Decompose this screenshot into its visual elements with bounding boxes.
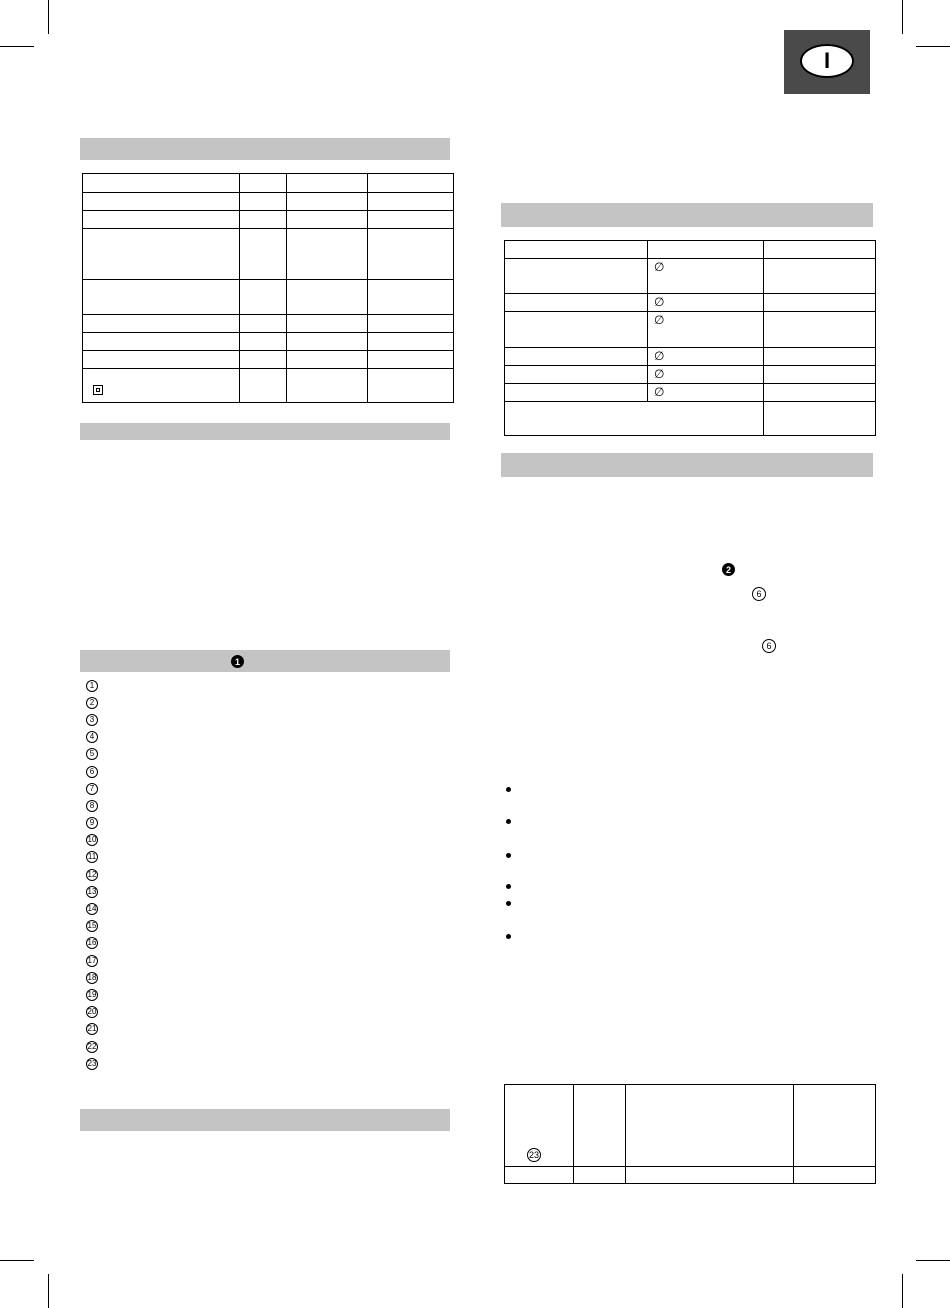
table-row <box>83 369 454 403</box>
list-item <box>86 832 98 849</box>
part-ref-marker: 6 <box>752 587 766 601</box>
table-row <box>83 280 454 315</box>
table-row <box>83 174 454 193</box>
diameter-symbol: ∅ <box>654 295 665 309</box>
figure-2-marker: 2 <box>722 563 735 576</box>
component-number-icon: 13 <box>87 886 97 896</box>
list-item <box>86 815 98 832</box>
component-number-icon: 11 <box>87 852 97 862</box>
table-row <box>505 384 876 402</box>
table-row <box>505 312 876 348</box>
table-row <box>83 211 454 229</box>
section-header-bar <box>80 1109 450 1131</box>
table-row <box>83 333 454 351</box>
section-header-bar <box>80 138 450 160</box>
component-number-icon: 15 <box>87 921 97 931</box>
table-row <box>505 402 876 436</box>
component-number-icon: 9 <box>86 817 98 829</box>
crop-mark <box>48 0 49 34</box>
list-item <box>86 711 98 728</box>
table-row <box>505 1085 876 1167</box>
component-number-icon: 2 <box>86 697 98 709</box>
technical-data-table <box>82 173 454 403</box>
list-item <box>86 849 98 866</box>
section-header-bar <box>501 453 873 477</box>
crop-mark <box>0 46 34 47</box>
component-number-icon: 7 <box>86 783 98 795</box>
component-number-icon: 20 <box>87 1007 97 1017</box>
list-item <box>86 780 98 797</box>
bullet-point <box>506 787 511 792</box>
component-number-icon: 5 <box>86 748 98 760</box>
list-item <box>86 883 98 900</box>
component-number-icon: 1 <box>86 680 98 692</box>
list-item <box>86 1004 98 1021</box>
crop-mark <box>916 1260 950 1261</box>
table-row <box>505 366 876 384</box>
double-insulation-icon <box>93 385 103 395</box>
component-number-icon: 19 <box>87 989 97 999</box>
component-number-icon: 4 <box>86 731 98 743</box>
component-number-icon: 17 <box>87 955 97 965</box>
crop-mark <box>916 46 950 47</box>
component-number-icon: 8 <box>86 800 98 812</box>
component-number-icon: 6 <box>86 766 98 778</box>
list-item <box>86 900 98 917</box>
component-number-icon: 16 <box>87 938 97 948</box>
language-tab <box>784 30 870 94</box>
table-row <box>83 315 454 333</box>
list-item <box>86 694 98 711</box>
component-number-icon: 21 <box>87 1024 97 1034</box>
part-ref-marker: 23 <box>527 1148 541 1162</box>
list-item <box>86 763 98 780</box>
list-item <box>86 935 98 952</box>
list-item <box>86 1038 98 1055</box>
list-item <box>86 866 98 883</box>
figure-1-marker: 1 <box>231 655 244 668</box>
list-item <box>86 918 98 935</box>
accessory-table <box>504 1084 876 1184</box>
crop-mark <box>48 1274 49 1308</box>
table-row <box>505 348 876 366</box>
diameter-symbol: ∅ <box>654 385 665 399</box>
component-number-icon: 22 <box>87 1041 97 1051</box>
component-list <box>86 677 98 1072</box>
table-row <box>505 1167 876 1184</box>
table-row <box>83 193 454 211</box>
diameter-symbol: ∅ <box>654 367 665 381</box>
diameter-symbol: ∅ <box>654 349 665 363</box>
component-number-icon: 3 <box>86 714 98 726</box>
bullet-point <box>506 901 511 906</box>
diameter-symbol: ∅ <box>654 260 665 274</box>
list-item <box>86 797 98 814</box>
bullet-point <box>506 934 511 939</box>
language-label: I <box>823 48 831 73</box>
component-number-icon: 14 <box>87 904 97 914</box>
crop-mark <box>0 1260 34 1261</box>
bullet-point <box>506 884 511 889</box>
list-item <box>86 677 98 694</box>
component-number-icon: 10 <box>87 835 97 845</box>
list-item <box>86 1021 98 1038</box>
section-header-bar <box>80 650 450 672</box>
table-row <box>83 229 454 280</box>
diameter-symbol: ∅ <box>654 313 665 327</box>
table-row <box>505 241 876 259</box>
section-header-bar <box>80 423 450 440</box>
bullet-point <box>506 819 511 824</box>
list-item <box>86 986 98 1003</box>
list-item <box>86 952 98 969</box>
component-number-icon: 18 <box>87 972 97 982</box>
cutting-capacity-table <box>504 240 876 436</box>
table-row <box>83 351 454 369</box>
table-row <box>505 294 876 312</box>
table-row <box>505 259 876 294</box>
bullet-point <box>506 853 511 858</box>
crop-mark <box>902 1274 903 1308</box>
section-header-bar <box>501 203 873 227</box>
list-item <box>86 729 98 746</box>
component-number-icon: 23 <box>87 1058 97 1068</box>
crop-mark <box>902 0 903 34</box>
language-badge <box>800 44 854 78</box>
part-ref-marker: 6 <box>762 639 776 653</box>
list-item <box>86 746 98 763</box>
component-number-icon: 12 <box>87 869 97 879</box>
list-item <box>86 1055 98 1072</box>
list-item <box>86 969 98 986</box>
